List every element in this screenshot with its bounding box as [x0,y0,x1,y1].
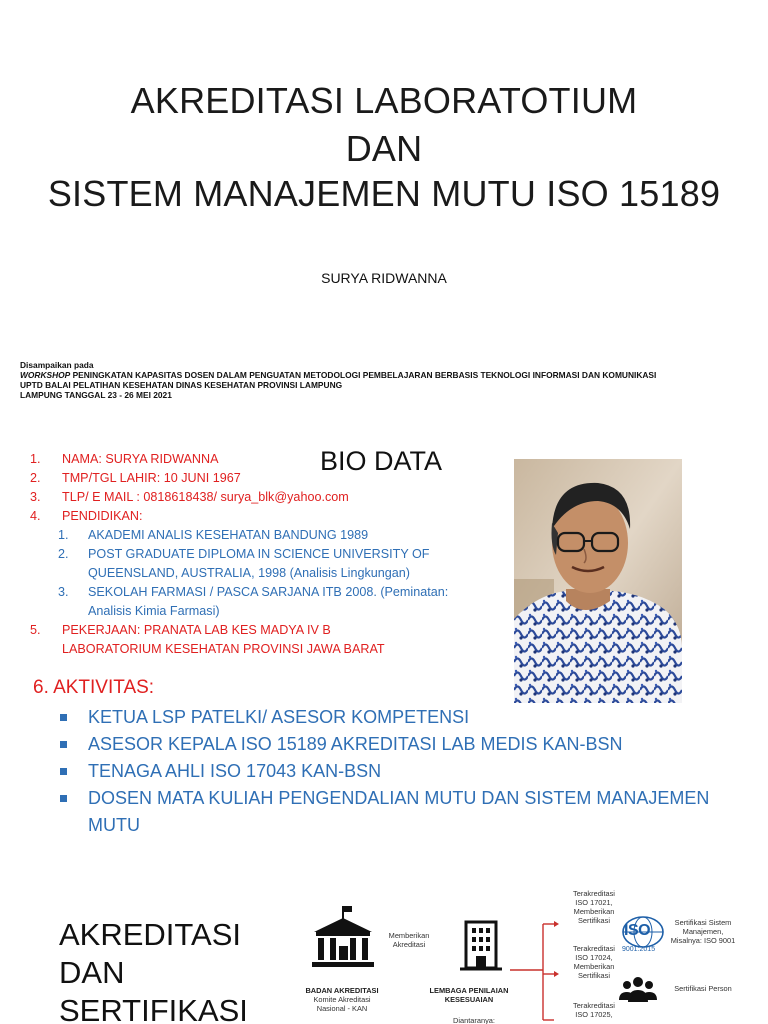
workshop-label: WORKSHOP [20,370,71,380]
sertifikasi-sistem-label [668,918,738,945]
bio-item-text: TMP/TGL LAHIR: 10 JUNI 1967 [62,471,241,485]
badan-sub-line: Nasional - KAN [316,1004,368,1013]
terakreditasi-17024-label [562,944,626,980]
footnote-line-3: UPTD BALAI PELATIHAN KESEHATAN DINAS KESEHATAN PROVINSI LAMPUNG [20,380,343,390]
iso-logo-year: 9001:2015 [622,946,656,953]
sertif-line: Misalnya: ISO 9001 [670,936,736,945]
bio-item-text: TLP/ E MAIL : 0818618438/ surya_blk@yahoo.com [62,490,349,504]
footnote-line-1: Disampaikan pada [20,360,94,370]
terak-line: Memberikan [573,962,615,971]
slide3-title [59,916,248,1024]
education-item [30,526,500,545]
lembaga-line: LEMBAGA PENILAIAN [429,986,509,995]
bio-item-name [30,450,500,469]
bio-item-number: 4. [30,509,41,523]
bio-item-text: NAMA: SURYA RIDWANNA [62,452,219,466]
title-slide [0,0,768,420]
square-bullet-icon [60,741,67,748]
bio-item-contact [30,488,500,507]
education-item [30,583,500,602]
education-number: 2. [58,547,69,561]
badan-sub-line: Komite Akreditasi [313,995,371,1004]
terak-line: ISO 17025, [575,1010,613,1019]
presentation-footnote [20,360,760,400]
badan-akreditasi-sub [292,995,392,1013]
bio-item-text: PENDIDIKAN: [62,509,143,523]
education-text-cont: QUEENSLAND, AUSTRALIA, 1998 (Analisis Lingkungan) [88,566,410,580]
terak-line: Memberikan [573,907,615,916]
sertifikasi-person-label: Sertifikasi Person [674,984,732,993]
activities-list [60,704,760,839]
bio-data-title: BIO DATA [320,446,443,476]
terakreditasi-17025-label [562,1001,626,1019]
diantaranya-label: Diantaranya: [453,1016,495,1024]
square-bullet-icon [60,795,67,802]
badan-akreditasi-label: BADAN AKREDITASI [305,986,379,995]
education-number: 3. [58,585,69,599]
bio-item-education [30,507,500,526]
square-bullet-icon [60,768,67,775]
government-building-icon [312,906,374,967]
bio-item-number: 3. [30,490,41,504]
workshop-title: PENINGKATAN KAPASITAS DOSEN DALAM PENGUATAN METODOLOGI PEMBELAJARAN BERBASIS TEKNOLOGI INFORMASI DAN KOMUNIKASI [70,370,657,380]
footnote-line-2 [20,370,760,380]
memberikan-line: Memberikan [388,931,430,940]
bio-item-job [30,621,500,640]
title-line-3: SISTEM MANAJEMEN MUTU ISO 15189 [47,173,721,214]
terak-line: Sertifikasi [577,971,611,980]
sertif-line: Sertifikasi Sistem [674,918,732,927]
bio-item-number: 5. [30,623,41,637]
speaker-photo [514,459,682,703]
education-text: SEKOLAH FARMASI / PASCA SARJANA ITB 2008. (Peminatan: [88,585,449,599]
activity-item [60,704,760,731]
terak-line: ISO 17024, [575,953,613,962]
title-line-2: DAN [345,128,423,169]
education-text: AKADEMI ANALIS KESEHATAN BANDUNG 1989 [88,528,369,542]
bio-item-birth [30,469,500,488]
memberikan-line: Akreditasi [392,940,426,949]
slide3-title-line: AKREDITASI [59,917,242,952]
activity-item [60,785,760,839]
slide3-title-line: SERTIFIKASI [59,993,248,1024]
terak-line: Terakreditasi [573,944,615,953]
footnote-line-4: LAMPUNG TANGGAL 23 - 26 MEI 2021 [20,390,172,400]
iso-logo-text: ISO [624,922,651,939]
lembaga-penilaian-label [424,986,514,1004]
bio-item-text-cont: LABORATORIUM KESEHATAN PROVINSI JAWA BARAT [62,642,385,656]
terakreditasi-17021-label [562,889,626,925]
education-number: 1. [58,528,69,542]
activity-text: TENAGA AHLI ISO 17043 KAN-BSN [88,761,382,781]
bio-item-number: 2. [30,471,41,485]
terak-line: Sertifikasi [577,916,611,925]
bio-item-number: 1. [30,452,41,466]
memberikan-akreditasi-label [384,931,434,949]
title-line-1: AKREDITASI LABORATOTIUM [130,80,638,121]
activity-item [60,758,760,785]
bio-data-slide [0,422,768,862]
bio-item-text: PEKERJAAN: PRANATA LAB KES MADYA IV B [62,623,331,637]
activity-text: ASESOR KEPALA ISO 15189 AKREDITASI LAB MEDIS KAN-BSN [88,734,623,754]
education-text: POST GRADUATE DIPLOMA IN SCIENCE UNIVERSITY OF [88,547,430,561]
activity-text: KETUA LSP PATELKI/ ASESOR KOMPETENSI [88,707,470,727]
terak-line: ISO 17021, [575,898,613,907]
square-bullet-icon [60,714,67,721]
education-text-cont: Analisis Kimia Farmasi) [88,604,220,618]
terak-line: Terakreditasi [573,889,615,898]
terak-line: Terakreditasi [573,1001,615,1010]
sertif-line: Manajemen, [682,927,724,936]
education-item [30,545,500,564]
activity-text: DOSEN MATA KULIAH PENGENDALIAN MUTU DAN SISTEM MANAJEMEN MUTU [88,788,710,835]
activity-item [60,731,760,758]
people-group-icon [619,977,657,1002]
slide3-title-line: DAN [59,955,125,990]
author-name: SURYA RIDWANNA [321,270,447,286]
lembaga-line: KESESUAIAN [444,995,494,1004]
bio-list [30,450,500,659]
akreditasi-sertifikasi-slide [0,864,768,1024]
activities-heading: 6. AKTIVITAS: [33,677,155,698]
